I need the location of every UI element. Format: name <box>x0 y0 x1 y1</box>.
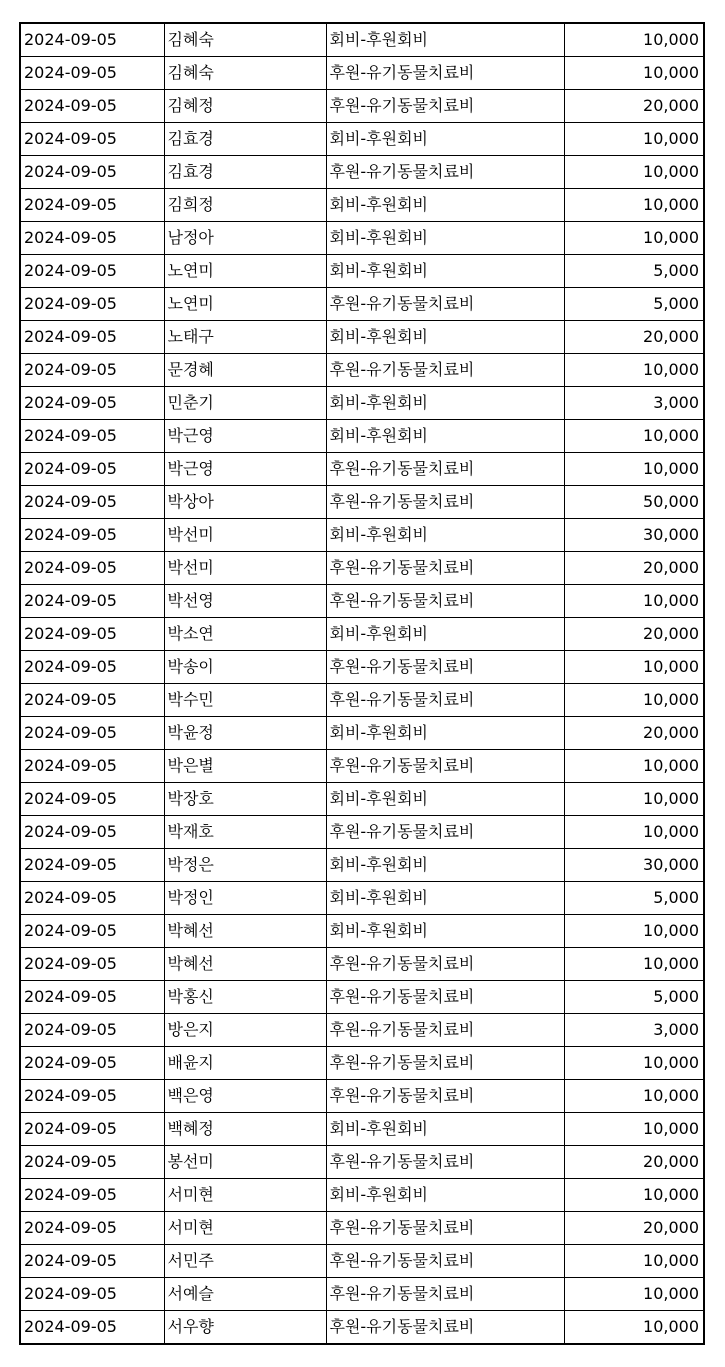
table-row <box>20 123 704 156</box>
table-row <box>20 1212 704 1245</box>
donor-name-cell: 박소연 <box>164 618 326 651</box>
category-cell: 후원-유기동물치료비 <box>326 948 564 981</box>
category-cell: 회비-후원회비 <box>326 882 564 915</box>
table-row <box>20 816 704 849</box>
amount-cell: 10,000 <box>564 684 704 717</box>
date-cell: 2024-09-05 <box>20 486 164 519</box>
donor-name-cell: 박혜선 <box>164 948 326 981</box>
amount-cell: 10,000 <box>564 1179 704 1212</box>
category-cell: 회비-후원회비 <box>326 849 564 882</box>
date-cell: 2024-09-05 <box>20 684 164 717</box>
category-cell: 후원-유기동물치료비 <box>326 1047 564 1080</box>
table-row <box>20 1245 704 1278</box>
date-cell: 2024-09-05 <box>20 23 164 57</box>
table-row <box>20 1146 704 1179</box>
amount-cell: 10,000 <box>564 222 704 255</box>
amount-cell: 5,000 <box>564 255 704 288</box>
amount-cell: 10,000 <box>564 1311 704 1345</box>
donor-name-cell: 서우향 <box>164 1311 326 1345</box>
table-row <box>20 156 704 189</box>
date-cell: 2024-09-05 <box>20 387 164 420</box>
amount-cell: 10,000 <box>564 783 704 816</box>
table-row <box>20 882 704 915</box>
table-row <box>20 717 704 750</box>
date-cell: 2024-09-05 <box>20 519 164 552</box>
date-cell: 2024-09-05 <box>20 915 164 948</box>
amount-cell: 10,000 <box>564 420 704 453</box>
amount-cell: 10,000 <box>564 57 704 90</box>
table-row <box>20 552 704 585</box>
date-cell: 2024-09-05 <box>20 750 164 783</box>
amount-cell: 5,000 <box>564 882 704 915</box>
date-cell: 2024-09-05 <box>20 222 164 255</box>
table-row <box>20 486 704 519</box>
amount-cell: 10,000 <box>564 816 704 849</box>
category-cell: 회비-후원회비 <box>326 783 564 816</box>
date-cell: 2024-09-05 <box>20 123 164 156</box>
amount-cell: 10,000 <box>564 189 704 222</box>
donor-name-cell: 박근영 <box>164 453 326 486</box>
category-cell: 회비-후원회비 <box>326 420 564 453</box>
donor-name-cell: 박장호 <box>164 783 326 816</box>
date-cell: 2024-09-05 <box>20 1311 164 1345</box>
table-row <box>20 387 704 420</box>
amount-cell: 10,000 <box>564 453 704 486</box>
table-row <box>20 651 704 684</box>
table-row <box>20 1179 704 1212</box>
category-cell: 후원-유기동물치료비 <box>326 486 564 519</box>
table-row <box>20 222 704 255</box>
date-cell: 2024-09-05 <box>20 420 164 453</box>
donor-name-cell: 박근영 <box>164 420 326 453</box>
donor-name-cell: 박선영 <box>164 585 326 618</box>
category-cell: 후원-유기동물치료비 <box>326 750 564 783</box>
category-cell: 회비-후원회비 <box>326 1113 564 1146</box>
amount-cell: 20,000 <box>564 552 704 585</box>
table-row <box>20 1278 704 1311</box>
donor-name-cell: 방은지 <box>164 1014 326 1047</box>
date-cell: 2024-09-05 <box>20 1014 164 1047</box>
table-row <box>20 1047 704 1080</box>
donation-ledger-table <box>19 22 705 1345</box>
amount-cell: 10,000 <box>564 1278 704 1311</box>
date-cell: 2024-09-05 <box>20 156 164 189</box>
date-cell: 2024-09-05 <box>20 981 164 1014</box>
category-cell: 회비-후원회비 <box>326 123 564 156</box>
amount-cell: 10,000 <box>564 156 704 189</box>
amount-cell: 10,000 <box>564 1113 704 1146</box>
date-cell: 2024-09-05 <box>20 1080 164 1113</box>
donor-name-cell: 봉선미 <box>164 1146 326 1179</box>
table-row <box>20 255 704 288</box>
category-cell: 회비-후원회비 <box>326 222 564 255</box>
category-cell: 회비-후원회비 <box>326 255 564 288</box>
category-cell: 후원-유기동물치료비 <box>326 981 564 1014</box>
table-row <box>20 1014 704 1047</box>
donor-name-cell: 김효경 <box>164 123 326 156</box>
donor-name-cell: 김희정 <box>164 189 326 222</box>
date-cell: 2024-09-05 <box>20 1146 164 1179</box>
table-row <box>20 453 704 486</box>
category-cell: 후원-유기동물치료비 <box>326 585 564 618</box>
date-cell: 2024-09-05 <box>20 585 164 618</box>
category-cell: 회비-후원회비 <box>326 189 564 222</box>
date-cell: 2024-09-05 <box>20 1245 164 1278</box>
table-row <box>20 915 704 948</box>
donor-name-cell: 김혜숙 <box>164 23 326 57</box>
amount-cell: 5,000 <box>564 981 704 1014</box>
date-cell: 2024-09-05 <box>20 816 164 849</box>
date-cell: 2024-09-05 <box>20 1179 164 1212</box>
donor-name-cell: 노연미 <box>164 288 326 321</box>
donor-name-cell: 박혜선 <box>164 915 326 948</box>
table-row <box>20 420 704 453</box>
date-cell: 2024-09-05 <box>20 849 164 882</box>
amount-cell: 10,000 <box>564 750 704 783</box>
donor-name-cell: 박선미 <box>164 519 326 552</box>
category-cell: 회비-후원회비 <box>326 321 564 354</box>
category-cell: 후원-유기동물치료비 <box>326 1245 564 1278</box>
date-cell: 2024-09-05 <box>20 321 164 354</box>
table-row <box>20 948 704 981</box>
date-cell: 2024-09-05 <box>20 618 164 651</box>
donor-name-cell: 박정인 <box>164 882 326 915</box>
table-row <box>20 1080 704 1113</box>
donor-name-cell: 박상아 <box>164 486 326 519</box>
donor-name-cell: 서민주 <box>164 1245 326 1278</box>
donor-name-cell: 백혜정 <box>164 1113 326 1146</box>
date-cell: 2024-09-05 <box>20 1278 164 1311</box>
amount-cell: 20,000 <box>564 618 704 651</box>
date-cell: 2024-09-05 <box>20 453 164 486</box>
table-row <box>20 23 704 57</box>
date-cell: 2024-09-05 <box>20 255 164 288</box>
donor-name-cell: 배윤지 <box>164 1047 326 1080</box>
donor-name-cell: 남정아 <box>164 222 326 255</box>
date-cell: 2024-09-05 <box>20 288 164 321</box>
donor-name-cell: 박선미 <box>164 552 326 585</box>
table-row <box>20 750 704 783</box>
amount-cell: 5,000 <box>564 288 704 321</box>
date-cell: 2024-09-05 <box>20 552 164 585</box>
amount-cell: 10,000 <box>564 585 704 618</box>
donor-name-cell: 서미현 <box>164 1179 326 1212</box>
category-cell: 회비-후원회비 <box>326 387 564 420</box>
category-cell: 회비-후원회비 <box>326 618 564 651</box>
category-cell: 후원-유기동물치료비 <box>326 453 564 486</box>
amount-cell: 10,000 <box>564 1245 704 1278</box>
donor-name-cell: 박윤정 <box>164 717 326 750</box>
amount-cell: 10,000 <box>564 1047 704 1080</box>
date-cell: 2024-09-05 <box>20 948 164 981</box>
ledger-body <box>20 23 704 1344</box>
amount-cell: 10,000 <box>564 354 704 387</box>
category-cell: 후원-유기동물치료비 <box>326 57 564 90</box>
table-row <box>20 618 704 651</box>
table-row <box>20 57 704 90</box>
date-cell: 2024-09-05 <box>20 882 164 915</box>
category-cell: 후원-유기동물치료비 <box>326 1080 564 1113</box>
amount-cell: 10,000 <box>564 23 704 57</box>
table-row <box>20 189 704 222</box>
table-row <box>20 90 704 123</box>
date-cell: 2024-09-05 <box>20 90 164 123</box>
table-row <box>20 684 704 717</box>
table-row <box>20 849 704 882</box>
amount-cell: 10,000 <box>564 1080 704 1113</box>
category-cell: 회비-후원회비 <box>326 717 564 750</box>
category-cell: 후원-유기동물치료비 <box>326 90 564 123</box>
donor-name-cell: 박재호 <box>164 816 326 849</box>
category-cell: 후원-유기동물치료비 <box>326 651 564 684</box>
donor-name-cell: 박정은 <box>164 849 326 882</box>
table-row <box>20 981 704 1014</box>
date-cell: 2024-09-05 <box>20 1113 164 1146</box>
donor-name-cell: 김혜숙 <box>164 57 326 90</box>
date-cell: 2024-09-05 <box>20 189 164 222</box>
amount-cell: 20,000 <box>564 1146 704 1179</box>
table-row <box>20 354 704 387</box>
donor-name-cell: 민춘기 <box>164 387 326 420</box>
category-cell: 회비-후원회비 <box>326 519 564 552</box>
donor-name-cell: 박수민 <box>164 684 326 717</box>
category-cell: 후원-유기동물치료비 <box>326 1146 564 1179</box>
date-cell: 2024-09-05 <box>20 717 164 750</box>
category-cell: 후원-유기동물치료비 <box>326 1311 564 1345</box>
amount-cell: 30,000 <box>564 849 704 882</box>
donor-name-cell: 박홍신 <box>164 981 326 1014</box>
date-cell: 2024-09-05 <box>20 354 164 387</box>
donor-name-cell: 김효경 <box>164 156 326 189</box>
table-row <box>20 288 704 321</box>
amount-cell: 3,000 <box>564 1014 704 1047</box>
donor-name-cell: 박송이 <box>164 651 326 684</box>
donor-name-cell: 문경혜 <box>164 354 326 387</box>
amount-cell: 20,000 <box>564 90 704 123</box>
donor-name-cell: 박은별 <box>164 750 326 783</box>
donor-name-cell: 김혜정 <box>164 90 326 123</box>
category-cell: 후원-유기동물치료비 <box>326 552 564 585</box>
amount-cell: 10,000 <box>564 915 704 948</box>
table-row <box>20 783 704 816</box>
category-cell: 후원-유기동물치료비 <box>326 288 564 321</box>
date-cell: 2024-09-05 <box>20 783 164 816</box>
category-cell: 후원-유기동물치료비 <box>326 156 564 189</box>
donor-name-cell: 백은영 <box>164 1080 326 1113</box>
donor-name-cell: 노태구 <box>164 321 326 354</box>
amount-cell: 10,000 <box>564 948 704 981</box>
amount-cell: 20,000 <box>564 321 704 354</box>
table-row <box>20 585 704 618</box>
amount-cell: 3,000 <box>564 387 704 420</box>
table-row <box>20 321 704 354</box>
category-cell: 후원-유기동물치료비 <box>326 1212 564 1245</box>
category-cell: 후원-유기동물치료비 <box>326 354 564 387</box>
amount-cell: 10,000 <box>564 123 704 156</box>
donor-name-cell: 서미현 <box>164 1212 326 1245</box>
date-cell: 2024-09-05 <box>20 1047 164 1080</box>
category-cell: 회비-후원회비 <box>326 1179 564 1212</box>
category-cell: 후원-유기동물치료비 <box>326 1014 564 1047</box>
category-cell: 후원-유기동물치료비 <box>326 684 564 717</box>
category-cell: 후원-유기동물치료비 <box>326 1278 564 1311</box>
date-cell: 2024-09-05 <box>20 651 164 684</box>
date-cell: 2024-09-05 <box>20 1212 164 1245</box>
category-cell: 회비-후원회비 <box>326 23 564 57</box>
table-row <box>20 1113 704 1146</box>
donor-name-cell: 노연미 <box>164 255 326 288</box>
donor-name-cell: 서예슬 <box>164 1278 326 1311</box>
amount-cell: 50,000 <box>564 486 704 519</box>
amount-cell: 20,000 <box>564 717 704 750</box>
category-cell: 회비-후원회비 <box>326 915 564 948</box>
category-cell: 후원-유기동물치료비 <box>326 816 564 849</box>
amount-cell: 10,000 <box>564 651 704 684</box>
table-row <box>20 1311 704 1345</box>
table-row <box>20 519 704 552</box>
amount-cell: 30,000 <box>564 519 704 552</box>
date-cell: 2024-09-05 <box>20 57 164 90</box>
amount-cell: 20,000 <box>564 1212 704 1245</box>
